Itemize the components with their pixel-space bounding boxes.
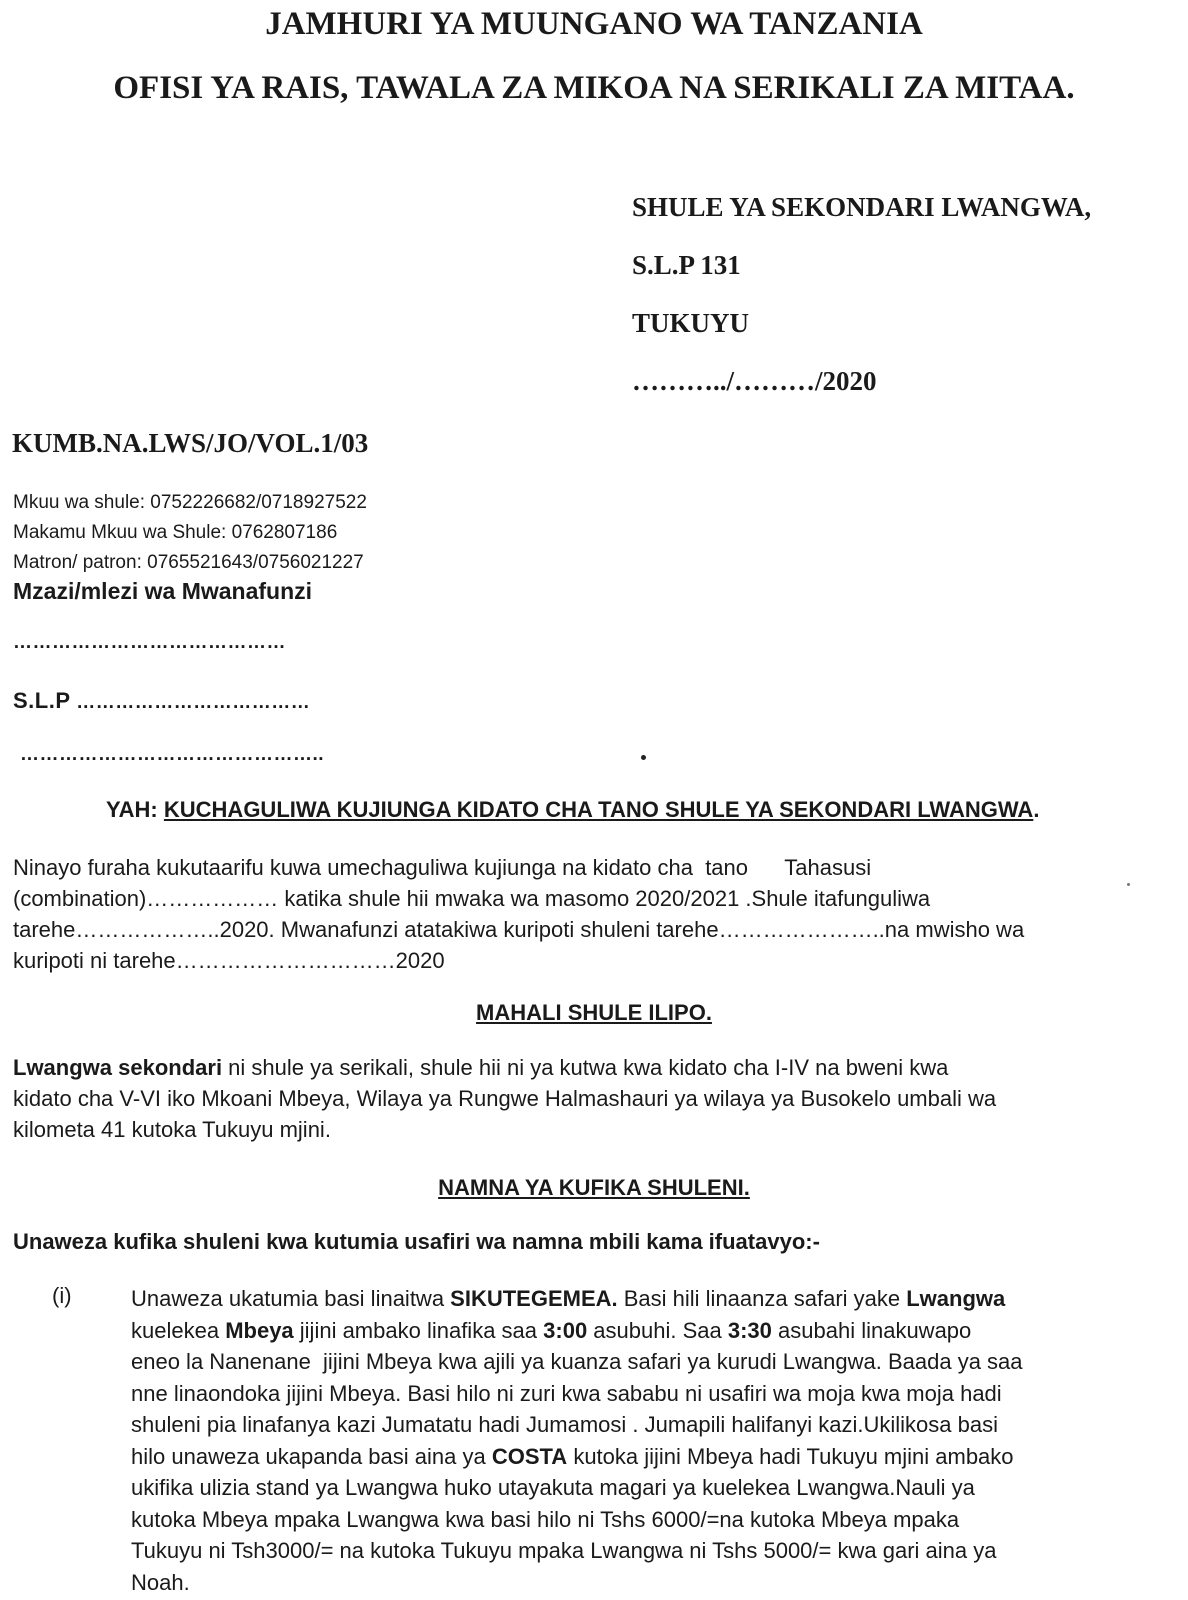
location-school-name: Lwangwa sekondari bbox=[13, 1055, 223, 1080]
recipient-po-box-label: S.L.P bbox=[13, 688, 71, 713]
header-country: JAMHURI YA MUUNGANO WA TANZANIA bbox=[265, 6, 923, 42]
recipient-po-box bbox=[13, 688, 310, 714]
bus-name: SIKUTEGEMEA. bbox=[450, 1286, 618, 1311]
location-line: kilometa 41 kutoka Tukuyu mjini. bbox=[13, 1117, 331, 1142]
item-line bbox=[131, 1441, 1171, 1473]
item-line: shuleni pia linafanya kazi Jumatatu hadi Jumamosi . Jumapili halifanyi kazi.Ukilikosa basi bbox=[131, 1412, 998, 1437]
recipient-town-blank: ……………………………………….. bbox=[20, 744, 325, 765]
location-line-rest: ni shule ya serikali, shule hii ni ya kutwa kwa kidato cha I-IV na bweni kwa bbox=[222, 1055, 949, 1080]
subject-text: KUCHAGULIWA KUJIUNGA KIDATO CHA TANO SHULE YA SEKONDARI LWANGWA bbox=[163, 797, 1034, 822]
intro-line: (combination)……………… katika shule hii mwaka wa masomo 2020/2021 .Shule itafunguliwa bbox=[13, 886, 931, 911]
item-text: Basi hili linaanza safari yake bbox=[617, 1286, 907, 1311]
address-date: ………../………/2020 bbox=[632, 366, 877, 396]
address-po-box: S.L.P 131 bbox=[632, 250, 741, 280]
item-line bbox=[131, 1315, 1171, 1347]
contact-head-of-school: Mkuu wa shule: 0752226682/0718927522 bbox=[13, 492, 367, 513]
item-text: kuelekea bbox=[131, 1317, 226, 1343]
subject-suffix: . bbox=[1033, 797, 1040, 822]
arrival-time: 3:00 bbox=[543, 1317, 588, 1343]
directions-lead: Unaweza kufika shuleni kwa kutumia usafiri wa namna mbili kama ifuatavyo:- bbox=[13, 1229, 820, 1254]
item-text: asubuhi. Saa bbox=[587, 1317, 728, 1343]
item-line: eneo la Nanenane jijini Mbeya kwa ajili ya kuanza safari ya kurudi Lwangwa. Baada ya saa bbox=[131, 1349, 1023, 1374]
address-school: SHULE YA SEKONDARI LWANGWA, bbox=[632, 192, 1092, 222]
bus-type: COSTA bbox=[491, 1443, 568, 1469]
reference-number: KUMB.NA.LWS/JO/VOL.1/03 bbox=[12, 428, 369, 458]
subject-prefix: YAH: bbox=[106, 797, 164, 822]
location-heading: MAHALI SHULE ILIPO. bbox=[476, 1000, 712, 1025]
location-line bbox=[13, 1052, 1173, 1083]
location-line: kidato cha V-VI iko Mkoani Mbeya, Wilaya ya Rungwe Halmashauri ya wilaya ya Busokelo umbali wa bbox=[13, 1086, 997, 1111]
intro-line: Ninayo furaha kukutaarifu kuwa umechaguliwa kujiunga na kidato cha tano Tahasusi bbox=[13, 855, 872, 880]
item-text: asubahi linakuwapo bbox=[771, 1317, 972, 1343]
directions-item-number: (i) bbox=[52, 1283, 72, 1308]
item-text: hilo unaweza ukapanda basi aina ya bbox=[131, 1443, 492, 1469]
item-line: kutoka Mbeya mpaka Lwangwa kwa basi hilo ni Tshs 6000/=na kutoka Mbeya mpaka bbox=[131, 1506, 960, 1532]
directions-heading: NAMNA YA KUFIKA SHULENI. bbox=[438, 1175, 750, 1200]
item-text: Unaweza ukatumia basi linaitwa bbox=[131, 1286, 451, 1311]
item-text: kutoka jijini Mbeya hadi Tukuyu mjini ambako bbox=[567, 1443, 1014, 1469]
item-line: Noah. bbox=[131, 1569, 190, 1595]
address-town: TUKUYU bbox=[632, 308, 750, 338]
recipient-name-blank: …………………………………… bbox=[13, 632, 286, 653]
place-name: Mbeya bbox=[225, 1317, 294, 1343]
departure-time: 3:30 bbox=[727, 1317, 772, 1343]
contact-deputy-head: Makamu Mkuu wa Shule: 0762807186 bbox=[13, 522, 338, 543]
contact-matron-patron: Matron/ patron: 0765521643/0756021227 bbox=[13, 552, 364, 573]
recipient-po-box-blank: ……………………………… bbox=[76, 692, 311, 713]
intro-paragraph bbox=[13, 852, 1173, 976]
location-paragraph bbox=[13, 1052, 1173, 1145]
directions-item-body bbox=[131, 1283, 1171, 1598]
scan-speck bbox=[641, 755, 646, 760]
item-line: Tukuyu ni Tsh3000/= na kutoka Tukuyu mpaka Lwangwa ni Tshs 5000/= kwa gari aina ya bbox=[131, 1538, 997, 1563]
item-line: nne linaondoka jijini Mbeya. Basi hilo ni zuri kwa sababu ni usafiri wa moja kwa moja hadi bbox=[131, 1380, 1002, 1406]
subject-line bbox=[106, 797, 1039, 823]
place-name: Lwangwa bbox=[906, 1286, 1006, 1311]
item-line bbox=[131, 1283, 1171, 1315]
item-line: ukifika ulizia stand ya Lwangwa huko utayakuta magari ya kuelekea Lwangwa.Nauli ya bbox=[131, 1475, 975, 1500]
recipient-label: Mzazi/mlezi wa Mwanafunzi bbox=[13, 578, 313, 604]
header-office: OFISI YA RAIS, TAWALA ZA MIKOA NA SERIKALI ZA MITAA. bbox=[113, 70, 1075, 106]
intro-line: tarehe………………..2020. Mwanafunzi atatakiwa kuripoti shuleni tarehe…………………..na mwisho wa bbox=[13, 917, 1025, 942]
item-text: jijini ambako linafika saa bbox=[293, 1317, 544, 1343]
intro-line: kuripoti ni tarehe…………………………2020 bbox=[13, 948, 445, 973]
